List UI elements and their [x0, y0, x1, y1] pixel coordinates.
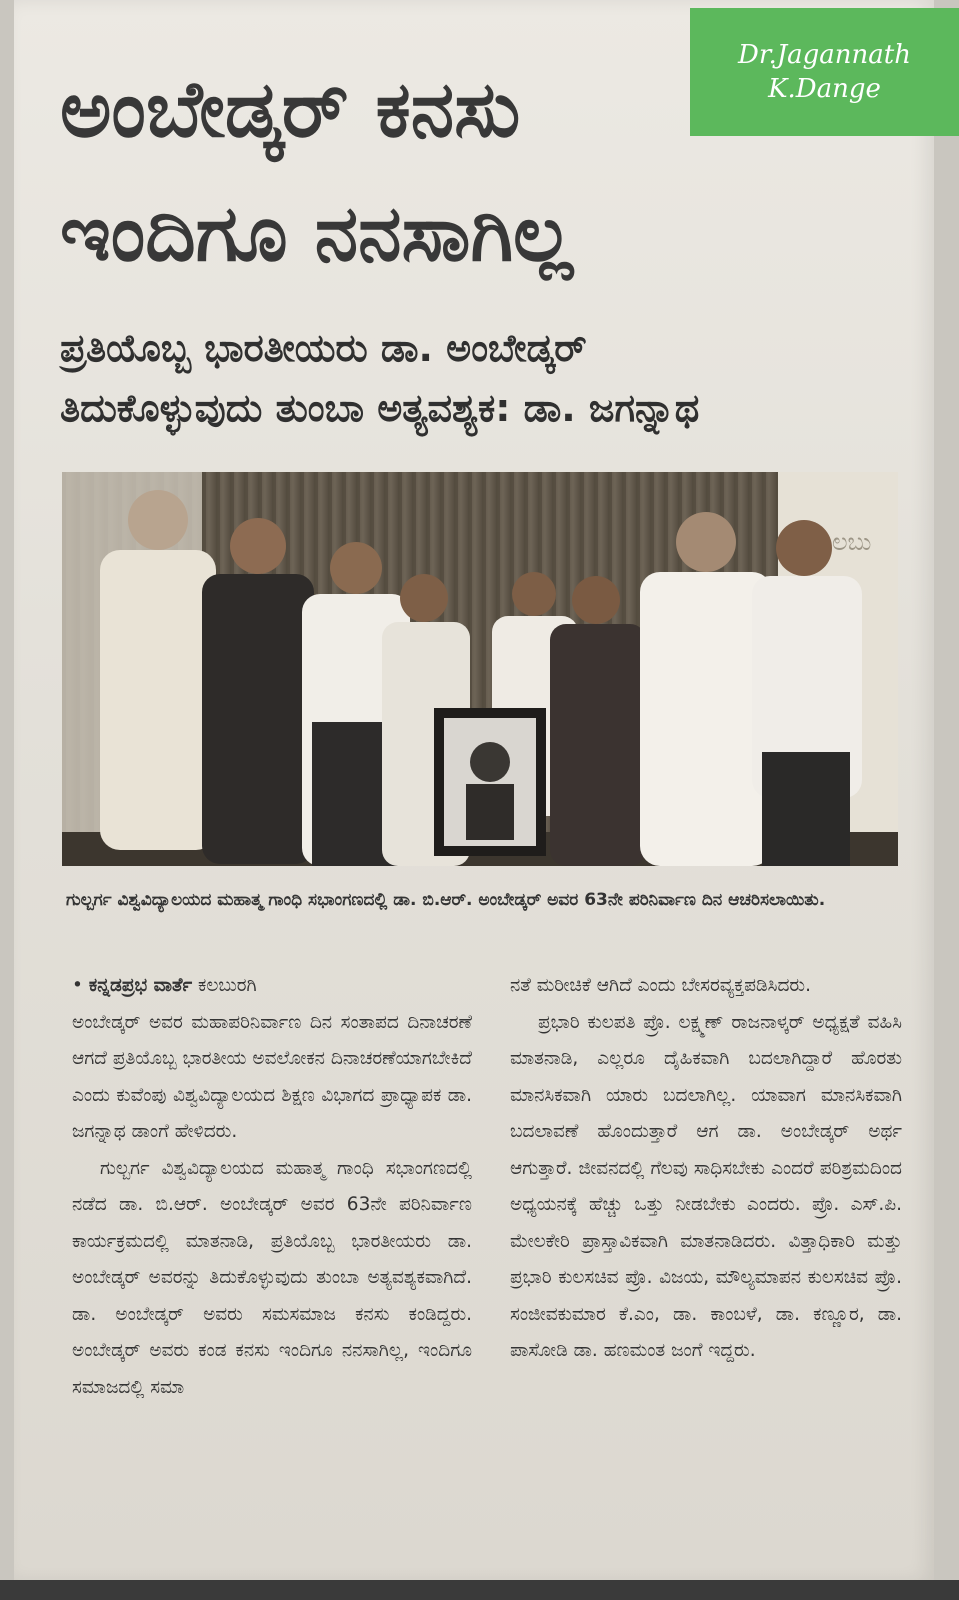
headline-line2: ಇಂದಿಗೂ ನನಸಾಗಿಲ್ಲ: [60, 189, 573, 279]
group-photo-illustration: [62, 472, 898, 866]
subheadline: [60, 318, 920, 438]
paragraph-text: ಪ್ರಭಾರಿ ಕುಲಪತಿ ಪ್ರೊ. ಲಕ್ಷ್ಮಣ್ ರಾಜನಾಳ್ಕರ್ ಅಧ್ಯಕ್ಷತೆ ವಹಿಸಿ ಮಾತನಾಡಿ, ಎಲ್ಲರೂ ದೈಹಿಕವಾಗಿ ಬದಲಾಗಿದ್ದಾರೆ ಹೊರತು ಮಾನಸಿಕವಾಗಿ ಯಾರು ಬದಲಾಗಿಲ್ಲ. ಯಾವಾಗ ಮಾನಸಿಕವಾಗಿ ಬದಲಾವಣೆ ಹೊಂದುತ್ತಾರೆ ಆಗ ಡಾ. ಅಂಬೇಡ್ಕರ್ ಅರ್ಥ ಆಗುತ್ತಾರೆ. ಜೀವನದಲ್ಲಿ ಗೆಲವು ಸಾಧಿಸಬೇಕು ಎಂದರೆ ಪರಿಶ್ರಮದಿಂದ ಅಧ್ಯಯನಕ್ಕೆ ಹೆಚ್ಚು ಒತ್ತು ನೀಡಬೇಕು ಎಂದರು. ಪ್ರೊ. ಎಸ್.ಪಿ. ಮೇಲಕೇರಿ ಪ್ರಾಸ್ತಾವಿಕವಾಗಿ ಮಾತನಾಡಿದರು. ವಿತ್ತಾಧಿಕಾರಿ ಮತ್ತು ಪ್ರಭಾರಿ ಕುಲಸಚಿವ ಪ್ರೊ. ವಿಜಯ, ಮೌಲ್ಯಮಾಪನ ಕುಲಸಚಿವ ಪ್ರೊ. ಸಂಜೀವಕುಮಾರ ಕೆ.ಎಂ, ಡಾ. ಕಾಂಬಳೆ, ಡಾ. ಕಣ್ಣೂರ, ಡಾ. ಪಾಸೋಡಿ ಡಾ. ಹಣಮಂತ ಜಂಗೆ ಇದ್ದರು.: [510, 1011, 902, 1361]
author-label-line2: K.Dange: [768, 74, 881, 104]
article-byline: [72, 968, 472, 1005]
subheadline-line1: ಪ್ರತಿಯೊಬ್ಬ ಭಾರತೀಯರು ಡಾ. ಅಂಬೇಡ್ಕರ್: [60, 326, 587, 370]
subheadline-line2: ತಿದುಕೊಳ್ಳುವುದು ತುಂಬಾ ಅತ್ಯವಶ್ಯಕ: ಡಾ. ಜಗನ್ನಾಥ: [60, 386, 700, 430]
article-paragraph: [510, 1005, 902, 1370]
paragraph-text: ಗುಲ್ಬರ್ಗ ವಿಶ್ವವಿದ್ಯಾಲಯದ ಮಹಾತ್ಮ ಗಾಂಧಿ ಸಭಾಂಗಣದಲ್ಲಿ ನಡೆದ ಡಾ. ಬಿ.ಆರ್. ಅಂಬೇಡ್ಕರ್ ಅವರ 63ನೇ ಪರಿನಿರ್ವಾಣ ಕಾರ್ಯಕ್ರಮದಲ್ಲಿ ಮಾತನಾಡಿ, ಪ್ರತಿಯೊಬ್ಬ ಭಾರತೀಯರು ಡಾ. ಅಂಬೇಡ್ಕರ್ ಅವರನ್ನು ತಿದುಕೊಳ್ಳುವುದು ತುಂಬಾ ಅತ್ಯವಶ್ಯಕವಾಗಿದೆ. ಡಾ. ಅಂಬೇಡ್ಕರ್ ಅವರು ಸಮಸಮಾಜ ಕನಸು ಕಂಡಿದ್ದರು. ಅಂಬೇಡ್ಕರ್ ಅವರು ಕಂಡ ಕನಸು ಇಂದಿಗೂ ನನಸಾಗಿಲ್ಲ, ಇಂದಿಗೂ ಸಮಾಜದಲ್ಲಿ ಸಮಾ: [72, 1157, 472, 1398]
article-column-left: [72, 968, 472, 1406]
author-label-line1: Dr.Jagannath: [738, 40, 911, 70]
bullet-icon: •: [72, 975, 83, 996]
ambedkar-portrait-frame[interactable]: [434, 708, 546, 856]
byline-source: ಕನ್ನಡಪ್ರಭ ವಾರ್ತೆ: [88, 975, 193, 996]
article-paragraph: ನತೆ ಮರೀಚಿಕೆ ಆಗಿದೆ ಎಂದು ಬೇಸರವ್ಯಕ್ತಪಡಿಸಿದರು.: [510, 975, 811, 996]
article-column-right: [510, 968, 902, 1370]
article-paragraph: [72, 1151, 472, 1407]
headline-line1: ಅಂಬೇಡ್ಕರ್ ಕನಸು: [60, 65, 521, 155]
background-edge: [0, 1580, 959, 1600]
dateline: ಕಲಬುರಗಿ: [198, 975, 257, 996]
headline: [60, 48, 880, 296]
news-photo: [62, 472, 898, 866]
photo-caption: ಗುಲ್ಬರ್ಗ ವಿಶ್ವವಿದ್ಯಾಲಯದ ಮಹಾತ್ಮ ಗಾಂಧಿ ಸಭಾಂಗಣದಲ್ಲಿ ಡಾ. ಬಿ.ಆರ್. ಅಂಬೇಡ್ಕರ್ ಅವರ 63ನೇ ಪರಿನಿರ್ವಾಣ ದಿನ ಆಚರಿಸಲಾಯಿತು.: [66, 890, 826, 910]
article-paragraph: ಅಂಬೇಡ್ಕರ್ ಅವರ ಮಹಾಪರಿನಿರ್ವಾಣ ದಿನ ಸಂತಾಪದ ದಿನಾಚರಣೆ ಆಗದೆ ಪ್ರತಿಯೊಬ್ಬ ಭಾರತೀಯ ಅವಲೋಕನ ದಿನಾಚರಣೆಯಾಗಬೇಕಿದೆ ಎಂದು ಕುವೆಂಪು ವಿಶ್ವವಿದ್ಯಾಲಯದ ಶಿಕ್ಷಣ ವಿಭಾಗದ ಪ್ರಾಧ್ಯಾಪಕ ಡಾ. ಜಗನ್ನಾಥ ಡಾಂಗೆ ಹೇಳಿದರು.: [72, 1011, 472, 1142]
banner-text: ಲಬು: [832, 528, 872, 556]
